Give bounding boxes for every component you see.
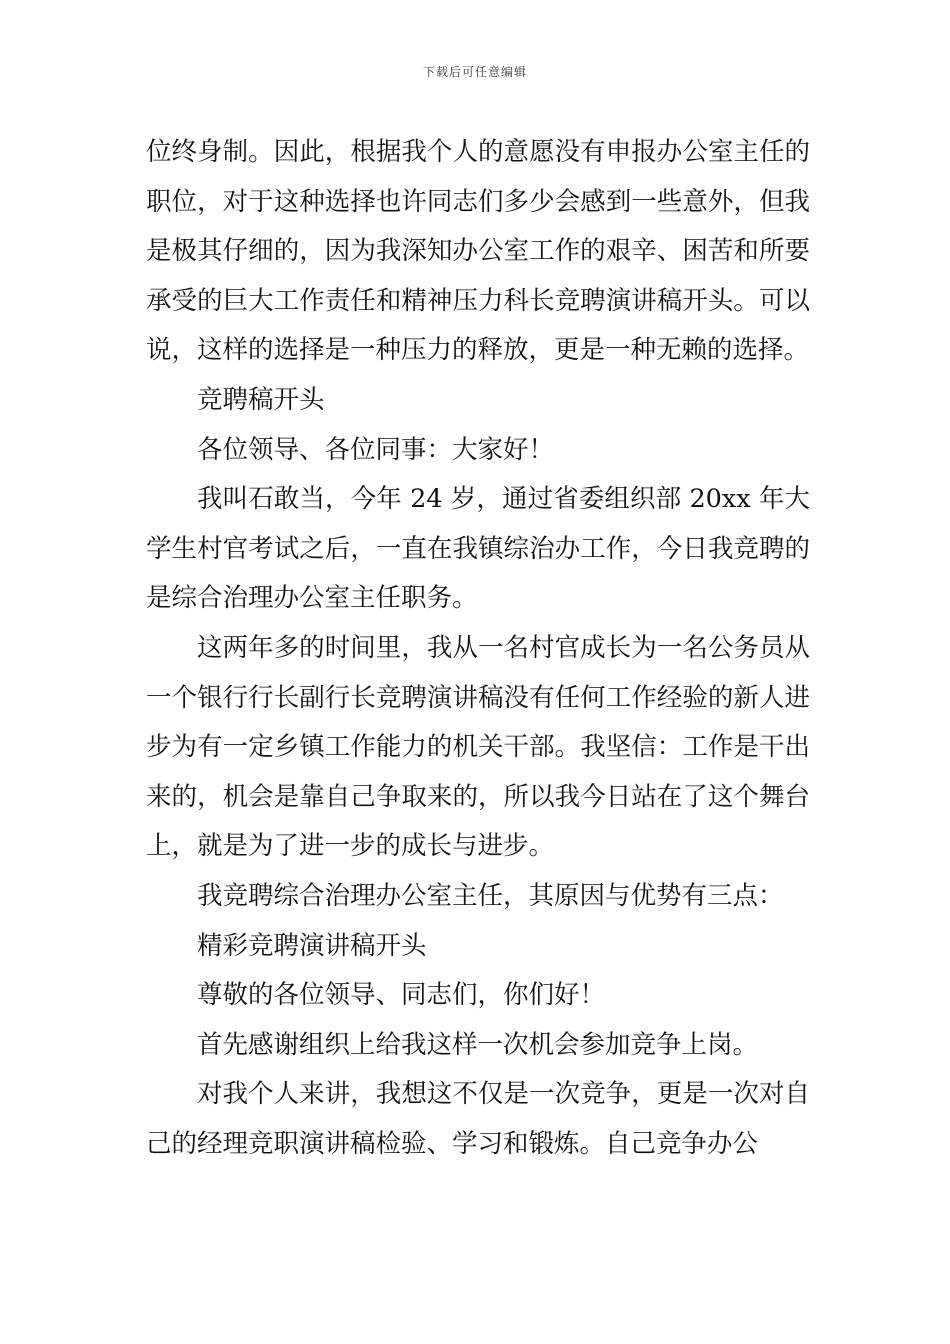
page-header-note: 下载后可任意编辑 [422,65,527,79]
paragraph-7-heading: 精彩竞聘演讲稿开头 [197,930,427,961]
paragraph-5: 这两年多的时间里，我从一名村官成长为一名公务员从一个银行行长副行长竞聘演讲稿没有任何工作经验的新人进步为有一定乡镇工作能力的机关干部。我坚信：工作是干出来的，机会是靠自己争取来的，所以我今日站在了这个舞台上，就是为了进一步的成长与进步。 [146,632,810,862]
paragraph-3-greeting: 各位领导、各位同事：大家好！ [197,434,555,465]
paragraph-6: 我竞聘综合治理办公室主任，其原因与优势有三点： [197,880,784,911]
document-body [146,128,810,1169]
paragraph-2-heading: 竞聘稿开头 [197,384,325,415]
paragraph-9: 首先感谢组织上给我这样一次机会参加竞争上岗。 [197,1029,759,1060]
paragraph-10: 对我个人来讲，我想这不仅是一次竞争，更是一次对自己的经理竞职演讲稿检验、学习和锻炼。自己竞争办公 [146,1079,810,1159]
paragraph-8-greeting: 尊敬的各位领导、同志们，你们好！ [197,980,606,1011]
paragraph-1: 位终身制。因此，根据我个人的意愿没有申报办公室主任的职位，对于这种选择也许同志们多少会感到一些意外，但我是极其仔细的，因为我深知办公室工作的艰辛、困苦和所要承受的巨大工作责任和精神压力科长竞聘演讲稿开头。可以说，这样的选择是一种压力的释放，更是一种无赖的选择。 [146,137,810,366]
paragraph-4: 我叫石敢当，今年 24 岁，通过省委组织部 20xx 年大学生村官考试之后，一直在我镇综治办工作，今日我竞聘的是综合治理办公室主任职务。 [146,484,810,614]
